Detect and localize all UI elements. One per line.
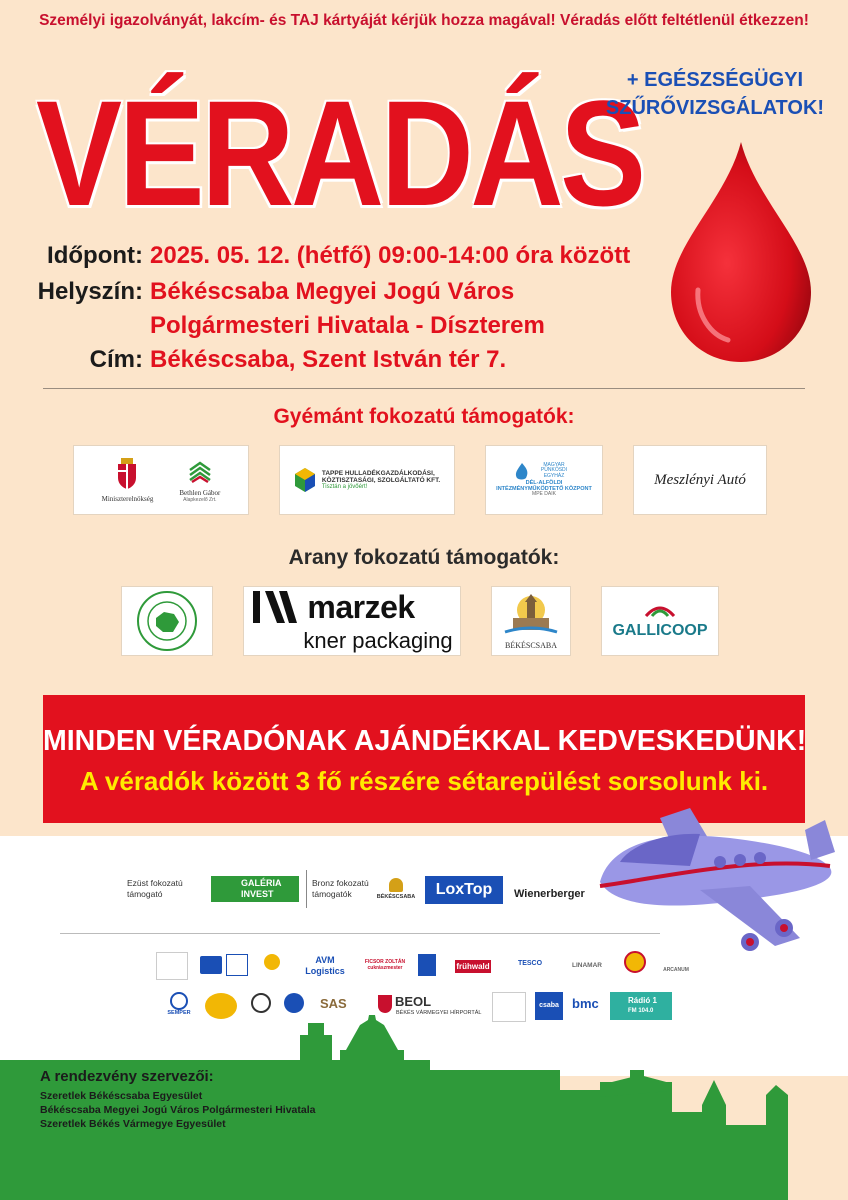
logo-small-7: [418, 954, 436, 976]
logo-wienerberger: Wienerberger: [514, 888, 585, 900]
time-value: 2025. 05. 12. (hétfő) 09:00-14:00 óra között: [150, 242, 631, 269]
seal-icon: [136, 590, 198, 652]
organizer-item: Békéscsaba Megyei Jogú Város Polgármesteri Hivatala: [40, 1104, 316, 1116]
gold-heading: Arany fokozatú támogatók:: [288, 546, 560, 569]
logo-bekescsaba: [491, 586, 571, 656]
logo-gallicoop: [601, 586, 719, 656]
logo-tappe: [279, 445, 455, 515]
logo-mpe-daik: [485, 445, 603, 515]
logo-semper: SEMPER: [167, 1010, 191, 1016]
logo-text: MPE DAIK: [532, 491, 556, 498]
tappe-icon: [294, 467, 316, 493]
address-label: Cím:: [89, 346, 143, 373]
logo-small-4: [264, 954, 280, 970]
place-value-2: Polgármesteri Hivatala - Díszterem: [150, 312, 545, 339]
logo-meszlenyi: [633, 445, 767, 515]
logo-text: Tisztán a jövőért!: [321, 484, 368, 490]
place-label: Helyszín:: [37, 278, 143, 305]
logo-text: INVEST: [241, 889, 274, 899]
banner-line-1: MINDEN VÉRADÓNAK AJÁNDÉKKAL KEDVESKEDÜNK!: [43, 725, 807, 757]
extra-screening-note: [600, 66, 830, 122]
logo-small-3: [226, 954, 248, 976]
silver-label: [127, 878, 183, 900]
separator: [306, 870, 307, 908]
bronze-label: [312, 878, 369, 900]
logo-text: GALLICOOP: [612, 621, 708, 639]
logo-galeria-invest: [211, 876, 299, 902]
organizers-heading: A rendezvény szervezői:: [40, 1068, 214, 1085]
semper-icon: [170, 992, 188, 1010]
logo-text: Bethlen Gábor: [179, 488, 221, 497]
bethlen-icon: [188, 460, 212, 484]
bronze-label-1: Bronz fokozatú: [312, 878, 369, 888]
logo-text: DÉL-ALFÖLDI: [525, 480, 563, 487]
beol-shield-icon: [378, 995, 392, 1013]
logo-text: GALÉRIA: [241, 878, 282, 888]
blood-drop-icon: [666, 140, 816, 365]
logo-arcanum: ARCANUM: [663, 967, 689, 973]
logo-text: INTÉZMÉNYMŰKÖDTETŐ KÖZPONT: [496, 486, 592, 493]
logo-gov-small: [156, 952, 188, 980]
gallicoop-icon: [642, 603, 678, 617]
church-icon: [503, 592, 559, 636]
sponsor-divider: [60, 933, 660, 934]
logo-bekescsaba-small: [374, 878, 418, 900]
silver-label-2: támogató: [127, 889, 163, 899]
bronze-label-2: támogatók: [312, 889, 352, 899]
logo-text: Alapkezelő Zrt.: [183, 496, 217, 503]
logo-miniszterelnokseg: [73, 445, 249, 515]
logo-beol: BEOL: [395, 994, 432, 1009]
logo-text: Miniszterelnökség: [101, 494, 154, 503]
logo-kereskedelmi: [121, 586, 213, 656]
banner-line-2: A véradók között 3 fő részére sétarepülést sorsolunk ki.: [79, 766, 769, 796]
logo-ficsor: FICSOR ZOLTÁN cukrászmester: [364, 959, 406, 971]
logo-small-2: [200, 956, 222, 974]
airplane-icon: [590, 800, 840, 960]
organizer-item: Szeretlek Békés Vármegye Egyesület: [40, 1118, 226, 1130]
logo-text: KÖZTISZTASÁGI, SZOLGÁLTATÓ KFT.: [321, 477, 441, 484]
logo-text: Rádió 1: [628, 996, 657, 1005]
organizers: [40, 1068, 315, 1131]
logo-mg: [251, 993, 271, 1013]
logo-text: MAGYAR PÜNKÖSDI EGYHÁZ: [540, 461, 568, 479]
logo-text: marzek: [307, 588, 415, 625]
logo-text: FM 104.0: [628, 1008, 654, 1014]
organizer-item: Szeretlek Békéscsaba Egyesület: [40, 1090, 203, 1102]
logo-avm: AVM Logistics: [305, 955, 345, 976]
logo-loxtop: LoxTop: [425, 876, 503, 904]
logo-text: BÉKÉSCSABA: [376, 894, 416, 900]
flame-icon: [514, 462, 530, 480]
logo-linamar: LINAMAR: [572, 962, 602, 969]
divider: [43, 388, 805, 389]
page-title: VÉRADÁS: [36, 69, 643, 237]
place-value-1: Békéscsaba Megyei Jogú Város: [150, 278, 515, 305]
address-value: Békéscsaba, Szent István tér 7.: [150, 346, 507, 373]
logo-text: Meszlényi Autó: [654, 471, 746, 488]
logo-text: TAPPE HULLADÉKGAZDÁLKODÁSI,: [321, 470, 435, 477]
logo-csaba-tv: csaba tv: [535, 992, 563, 1020]
logo-tesco: TESCO: [517, 960, 543, 967]
logo-bmc: bmc: [572, 996, 599, 1011]
silver-label-1: Ezüst fokozatú: [127, 878, 183, 888]
logo-sas: SAS: [320, 996, 347, 1011]
diamond-heading: Gyémánt fokozatú támogatók:: [273, 405, 575, 428]
extra-line-1: + EGÉSZSÉGÜGYI: [626, 69, 804, 91]
logo-text: kner packaging: [303, 627, 453, 653]
logo-beol-sub: BÉKÉS VÁRMEGYEI HÍRPORTÁL: [396, 1010, 482, 1016]
logo-fruhwald: frühwald: [456, 962, 490, 971]
time-label: Időpont:: [47, 242, 143, 269]
top-note: Személyi igazolványát, lakcím- és TAJ kártyáját kérjük hozza magával! Véradás előtt feltétlenül étkezzen!: [39, 12, 809, 29]
marzek-icon: [251, 591, 297, 623]
logo-marzek: [243, 586, 461, 656]
coat-of-arms-icon: [115, 458, 139, 490]
logo-text: BÉKÉSCSABA: [504, 641, 557, 650]
extra-line-2: SZŰRŐVIZSGÁLATOK!: [605, 97, 825, 119]
logo-small-15: [284, 993, 304, 1013]
